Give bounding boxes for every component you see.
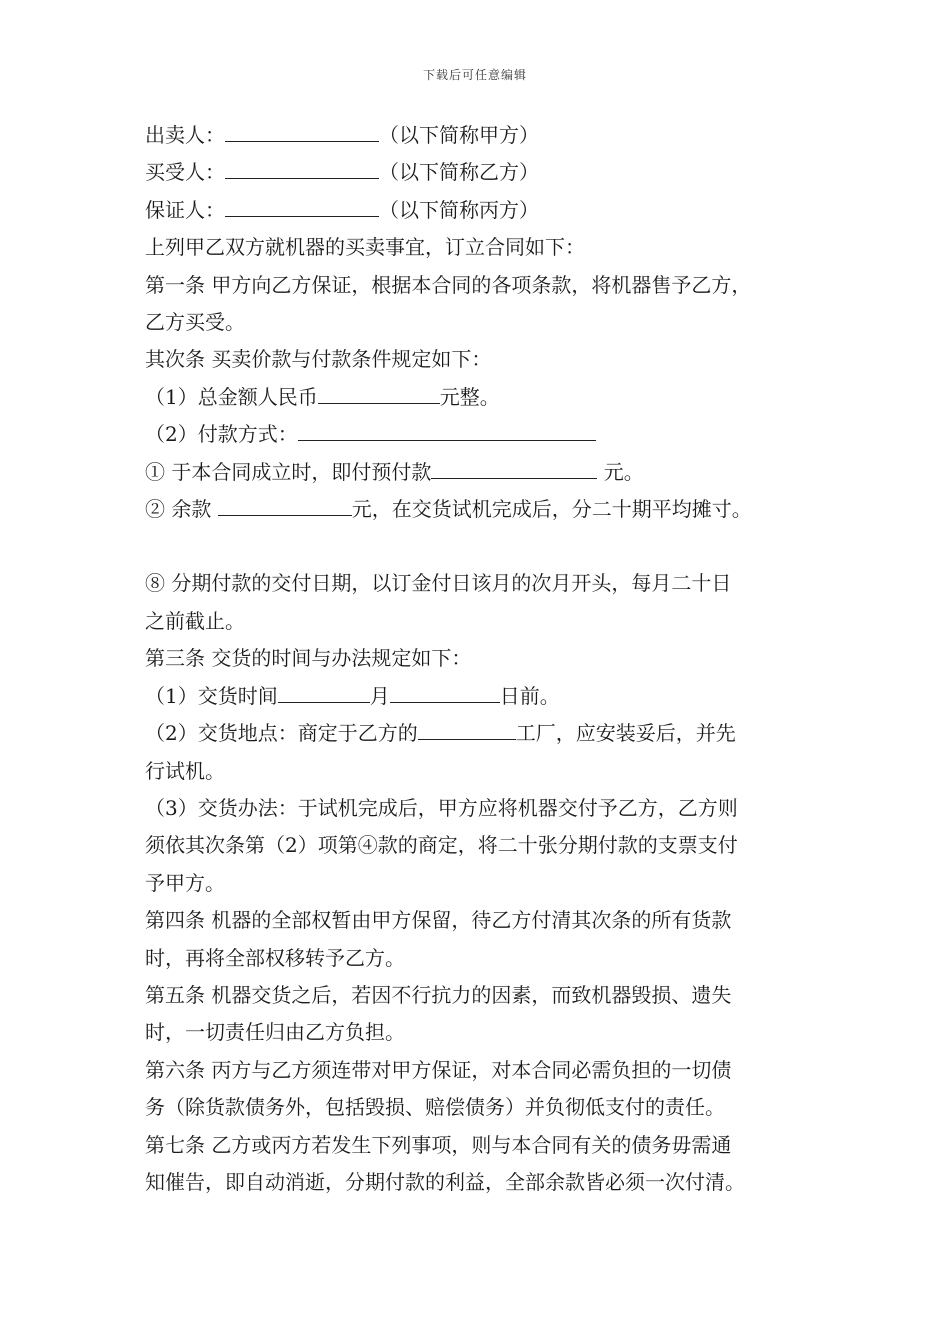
article3-item2 <box>145 715 835 752</box>
seller-line <box>145 117 835 154</box>
delivery-time-label: （1）交货时间 <box>145 683 278 708</box>
clause2-suffix: 元，在交货试机完成后，分二十期平均摊寸。 <box>351 497 752 522</box>
article3-item1 <box>145 678 835 715</box>
prepayment-blank[interactable] <box>431 456 597 479</box>
delivery-day-blank[interactable] <box>390 680 500 703</box>
seller-blank[interactable] <box>225 119 379 142</box>
article2-item2 <box>145 416 835 453</box>
buyer-blank[interactable] <box>225 156 379 179</box>
article2-clause2 <box>145 491 835 528</box>
clause1-suffix: 元。 <box>597 459 644 484</box>
article3-item3-line2: 须依其次条第（2）项第④款的商定，将二十张分期付款的支票支付 <box>145 833 738 858</box>
article4-line1: 第四条 机器的全部权暂由甲方保留，待乙方付清其次条的所有货款 <box>145 908 732 933</box>
article2-item1 <box>145 379 835 416</box>
article3-item2-line2: 行试机。 <box>145 758 225 783</box>
article6-line1: 第六条 丙方与乙方须连带对甲方保证，对本合同必需负担的一切债 <box>145 1057 732 1082</box>
delivery-place-label: （2）交货地点：商定于乙方的 <box>145 721 418 746</box>
seller-note: （以下简称甲方） <box>379 123 539 147</box>
article2-clause8-line2: 之前截止。 <box>145 608 245 633</box>
contract-body <box>145 117 835 1201</box>
article1-line2: 乙方买受。 <box>145 310 245 335</box>
article2-clause8-line1: ⑧ 分期付款的交付日期，以订金付日该月的次月开头，每月二十日 <box>145 571 732 596</box>
page-header: 下载后可任意编辑 <box>422 68 527 82</box>
article2-clause1 <box>145 454 835 491</box>
buyer-note: （以下简称乙方） <box>379 160 539 185</box>
total-amount-blank[interactable] <box>318 381 440 404</box>
clause2-label: ② 余款 <box>145 497 218 522</box>
item2-label: （2）付款方式： <box>145 422 298 447</box>
delivery-month-blank[interactable] <box>278 680 370 703</box>
guarantor-blank[interactable] <box>225 194 379 217</box>
day-label: 日前。 <box>499 683 560 708</box>
guarantor-label: 保证人： <box>145 197 225 222</box>
buyer-label: 买受人： <box>145 160 225 185</box>
blank-gap <box>145 528 835 565</box>
article4-line2: 时，再将全部权移转予乙方。 <box>145 945 405 970</box>
article7-line2: 知催告，即自动消逝，分期付款的利益，全部余款皆必须一次付清。 <box>145 1169 745 1194</box>
intro-line: 上列甲乙双方就机器的买卖事宜，订立合同如下： <box>145 235 585 260</box>
article3-title: 第三条 交货的时间与办法规定如下： <box>145 646 472 671</box>
factory-blank[interactable] <box>418 717 516 740</box>
article7-line1: 第七条 乙方或丙方若发生下列事项，则与本合同有关的债务毋需通 <box>145 1132 732 1157</box>
delivery-place-suffix: 工厂，应安装妥后，并先 <box>515 721 736 746</box>
guarantor-line <box>145 192 835 229</box>
article3-item3-line1: （3）交货办法：于试机完成后，甲方应将机器交付予乙方，乙方则 <box>145 795 738 820</box>
article5-line1: 第五条 机器交货之后，若因不行抗力的因素，而致机器毁损、遗失 <box>145 982 732 1007</box>
seller-label: 出卖人： <box>145 123 225 147</box>
balance-blank[interactable] <box>218 493 352 516</box>
article6-line2: 务（除货款债务外，包括毁损、赔偿债务）并负彻低支付的责任。 <box>145 1095 725 1120</box>
item1-suffix: 元整。 <box>439 384 500 409</box>
clause1-label: ① 于本合同成立时，即付预付款 <box>145 459 432 484</box>
month-label: 月 <box>369 683 390 708</box>
buyer-line <box>145 154 835 191</box>
article3-item3-line3: 予甲方。 <box>145 870 225 895</box>
article5-line2: 时，一切责任归由乙方负担。 <box>145 1020 405 1045</box>
article2-title: 其次条 买卖价款与付款条件规定如下： <box>145 347 492 372</box>
item1-label: （1）总金额人民币 <box>145 384 318 409</box>
guarantor-note: （以下简称丙方） <box>379 197 539 222</box>
article1-line1: 第一条 甲方向乙方保证，根据本合同的各项条款，将机器售予乙方， <box>145 272 752 297</box>
payment-method-blank[interactable] <box>298 418 596 441</box>
